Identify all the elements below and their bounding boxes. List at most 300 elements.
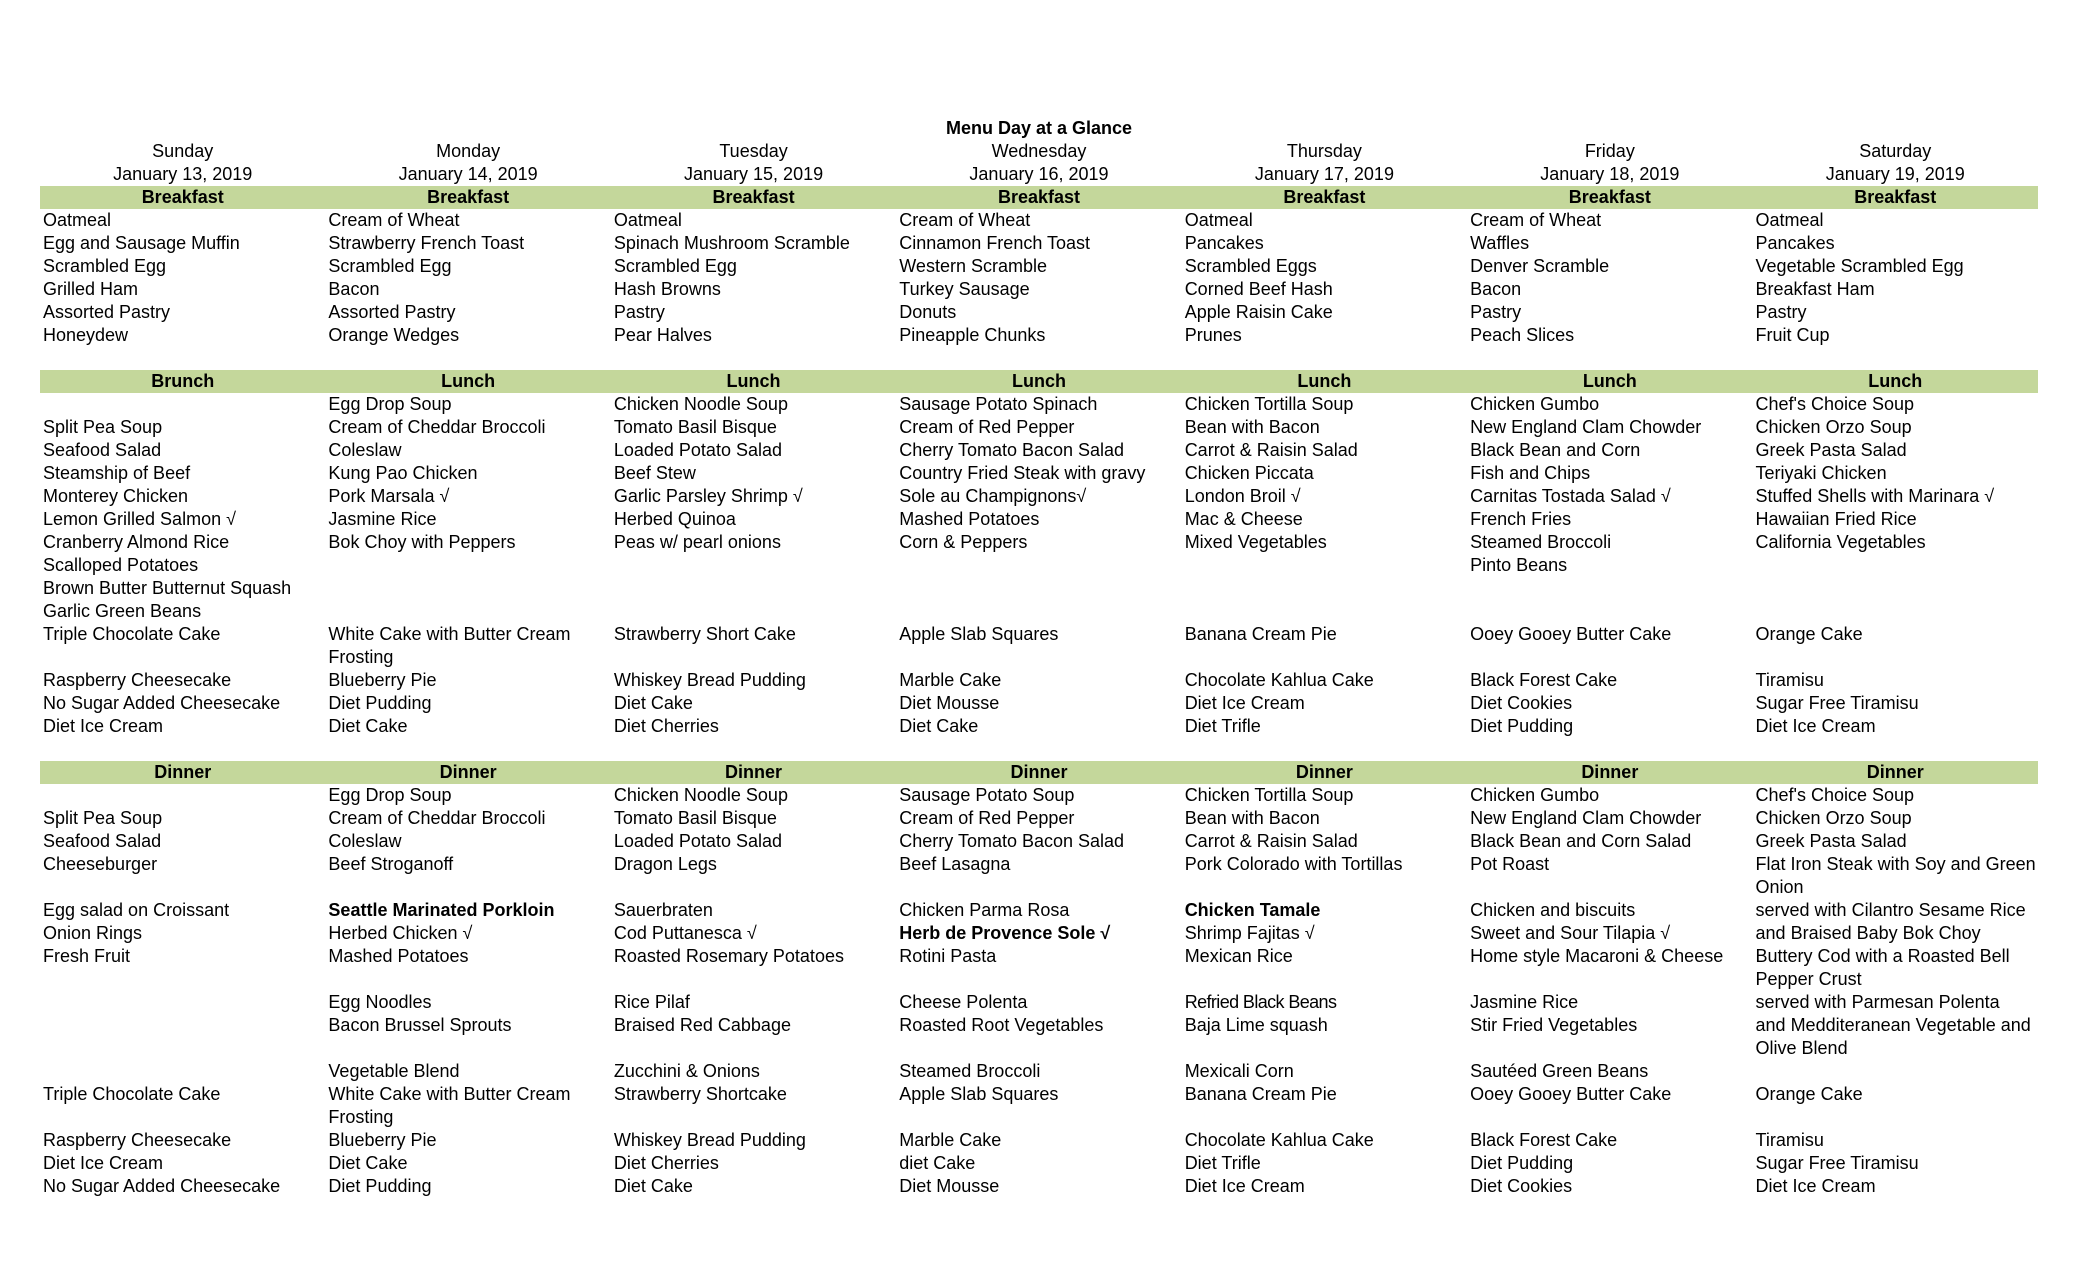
- menu-item: Pinto Beans: [1470, 555, 1568, 575]
- menu-item: Donuts: [899, 302, 957, 322]
- menu-item: Cream of Cheddar Broccoli: [328, 808, 546, 828]
- meal-header: Dinner: [1866, 762, 1924, 782]
- day-date: January 18, 2019: [1540, 164, 1680, 184]
- menu-item: Sauerbraten: [613, 900, 713, 920]
- menu-item: Monterey Chicken: [43, 486, 189, 506]
- meal-header: Lunch: [1868, 371, 1923, 391]
- menu-item: Stuffed Shells with Marinara √: [1755, 486, 1995, 506]
- lunch-row: [40, 393, 2038, 416]
- menu-item: Pineapple Chunks: [899, 325, 1046, 345]
- breakfast-row: [40, 301, 2038, 324]
- menu-item: Chicken Tamale: [1184, 900, 1321, 920]
- menu-item: Diet Cake: [613, 693, 693, 713]
- menu-item: Coleslaw: [328, 831, 402, 851]
- menu-item: Garlic Parsley Shrimp √: [613, 486, 803, 506]
- menu-item: diet Cake: [899, 1153, 976, 1173]
- menu-item: Diet Ice Cream: [43, 716, 164, 736]
- menu-sheet: [40, 117, 2038, 1198]
- menu-item: Diet Ice Cream: [43, 1153, 164, 1173]
- menu-item: Shrimp Fajitas √: [1184, 923, 1315, 943]
- dinner-dessert-row: [40, 1152, 2038, 1175]
- menu-item: Steamed Broccoli: [1470, 532, 1612, 552]
- menu-item: No Sugar Added Cheesecake: [43, 1176, 281, 1196]
- breakfast-row: [40, 255, 2038, 278]
- menu-item: Cream of Cheddar Broccoli: [328, 417, 546, 437]
- menu-item: Split Pea Soup: [43, 417, 163, 437]
- menu-item: Mashed Potatoes: [899, 509, 1040, 529]
- menu-item: [325, 577, 610, 600]
- menu-item: French Fries: [1470, 509, 1572, 529]
- dinner-entree-row: [40, 899, 2038, 922]
- dinner-dessert-row: [40, 1083, 2038, 1129]
- menu-item: Carnitas Tostada Salad √: [1470, 486, 1671, 506]
- date-row: [40, 163, 2038, 186]
- menu-item: Country Fried Steak with gravy: [899, 463, 1146, 483]
- menu-item: Seafood Salad: [43, 440, 162, 460]
- breakfast-row: [40, 324, 2038, 347]
- menu-item: Diet Pudding: [328, 1176, 432, 1196]
- menu-item: Braised Red Cabbage: [613, 1015, 791, 1035]
- menu-item: Triple Chocolate Cake: [43, 1084, 221, 1104]
- menu-item: [1182, 577, 1467, 600]
- day-name: Wednesday: [991, 141, 1087, 161]
- menu-item: Banana Cream Pie: [1184, 1084, 1337, 1104]
- menu-item: [1753, 1060, 2038, 1083]
- menu-item: Orange Cake: [1755, 624, 1863, 644]
- menu-item: [1753, 577, 2038, 600]
- menu-item: Sausage Potato Soup: [899, 785, 1075, 805]
- menu-item: Oatmeal: [1184, 210, 1253, 230]
- menu-item: Cranberry Almond Rice: [43, 532, 230, 552]
- menu-item: Corn & Peppers: [899, 532, 1028, 552]
- day-date: January 15, 2019: [684, 164, 824, 184]
- menu-item: Baja Lime squash: [1184, 1015, 1328, 1035]
- day-name: Thursday: [1286, 141, 1362, 161]
- menu-item: Diet Cherries: [613, 1153, 719, 1173]
- menu-item: Scrambled Egg: [328, 256, 452, 276]
- menu-item: Pork Colorado with Tortillas: [1184, 854, 1403, 874]
- menu-item: Pastry: [1470, 302, 1522, 322]
- meal-header: Dinner: [1295, 762, 1353, 782]
- dinner-side-row: [40, 1014, 2038, 1060]
- menu-item: Scalloped Potatoes: [43, 555, 199, 575]
- menu-item: Peach Slices: [1470, 325, 1575, 345]
- menu-item: Pancakes: [1755, 233, 1835, 253]
- menu-item: Sweet and Sour Tilapia √: [1470, 923, 1671, 943]
- menu-item: [1753, 554, 2038, 577]
- meal-header: Breakfast: [141, 187, 224, 207]
- day-date: January 16, 2019: [969, 164, 1109, 184]
- menu-item: Cream of Wheat: [328, 210, 460, 230]
- menu-item: Banana Cream Pie: [1184, 624, 1337, 644]
- menu-item: [611, 600, 896, 623]
- menu-item: [896, 577, 1181, 600]
- menu-item: Sugar Free Tiramisu: [1755, 693, 1919, 713]
- lunch-row: [40, 577, 2038, 600]
- menu-item: Seafood Salad: [43, 831, 162, 851]
- menu-item: Pastry: [1755, 302, 1807, 322]
- menu-item: Diet Mousse: [899, 1176, 1000, 1196]
- menu-item: Greek Pasta Salad: [1755, 440, 1907, 460]
- menu-item: [611, 577, 896, 600]
- menu-item: Egg and Sausage Muffin: [43, 233, 240, 253]
- menu-item: Diet Ice Cream: [1755, 716, 1876, 736]
- menu-item: Diet Cherries: [613, 716, 719, 736]
- dinner-dessert-row: [40, 1175, 2038, 1198]
- dinner-row: [40, 807, 2038, 830]
- lunch-row: [40, 600, 2038, 623]
- dinner-row: [40, 830, 2038, 853]
- menu-item: Teriyaki Chicken: [1755, 463, 1887, 483]
- menu-item: Scrambled Egg: [613, 256, 737, 276]
- day-name: Saturday: [1859, 141, 1932, 161]
- menu-item: Chicken Gumbo: [1470, 394, 1600, 414]
- menu-item: Pastry: [613, 302, 665, 322]
- menu-item: [611, 554, 896, 577]
- menu-item: Western Scramble: [899, 256, 1047, 276]
- menu-item: Fresh Fruit: [43, 946, 131, 966]
- menu-item: Egg salad on Croissant: [43, 900, 230, 920]
- menu-item: Diet Cookies: [1470, 1176, 1573, 1196]
- menu-item: Chicken Orzo Soup: [1755, 808, 1912, 828]
- menu-item: Mixed Vegetables: [1184, 532, 1327, 552]
- menu-item: [40, 784, 325, 807]
- menu-item: served with Parmesan Polenta: [1755, 992, 2000, 1012]
- menu-item: Fruit Cup: [1755, 325, 1830, 345]
- menu-item: Tiramisu: [1755, 1130, 1824, 1150]
- lunch-row: [40, 531, 2038, 554]
- menu-item: Black Forest Cake: [1470, 1130, 1618, 1150]
- menu-item: Diet Mousse: [899, 693, 1000, 713]
- dinner-entree-row: [40, 853, 2038, 899]
- menu-item: Cheese Polenta: [899, 992, 1028, 1012]
- menu-item: Chicken Tortilla Soup: [1184, 394, 1354, 414]
- breakfast-row: [40, 232, 2038, 255]
- menu-item: Carrot & Raisin Salad: [1184, 440, 1358, 460]
- menu-item: Chef's Choice Soup: [1755, 785, 1915, 805]
- menu-item: Kung Pao Chicken: [328, 463, 478, 483]
- menu-item: Roasted Rosemary Potatoes: [613, 946, 844, 966]
- menu-item: Cream of Wheat: [899, 210, 1031, 230]
- menu-item: Sautéed Green Beans: [1470, 1061, 1649, 1081]
- menu-item: [325, 600, 610, 623]
- meal-header: Dinner: [1581, 762, 1639, 782]
- menu-item: Cinnamon French Toast: [899, 233, 1091, 253]
- menu-item: Bacon: [328, 279, 380, 299]
- menu-item: Cream of Wheat: [1470, 210, 1602, 230]
- menu-item: [40, 1014, 325, 1060]
- menu-item: Strawberry Short Cake: [613, 624, 796, 644]
- menu-item: Jasmine Rice: [1470, 992, 1579, 1012]
- lunch-row: [40, 439, 2038, 462]
- menu-item: Chicken and biscuits: [1470, 900, 1636, 920]
- menu-item: Bean with Bacon: [1184, 808, 1320, 828]
- lunch-dessert-row: [40, 715, 2038, 738]
- meal-header: Dinner: [1010, 762, 1068, 782]
- menu-item: Diet Trifle: [1184, 1153, 1261, 1173]
- menu-item: Grilled Ham: [43, 279, 139, 299]
- meal-header: Lunch: [1297, 371, 1352, 391]
- menu-item: Diet Cake: [899, 716, 979, 736]
- menu-item: [1182, 554, 1467, 577]
- menu-item: Raspberry Cheesecake: [43, 1130, 232, 1150]
- menu-item: Garlic Green Beans: [43, 601, 202, 621]
- menu-item: Honeydew: [43, 325, 129, 345]
- menu-item: Assorted Pastry: [328, 302, 456, 322]
- lunch-row: [40, 508, 2038, 531]
- dinner-row: [40, 784, 2038, 807]
- menu-item: Diet Cake: [328, 716, 408, 736]
- menu-item: [1467, 577, 1752, 600]
- menu-item: Ooey Gooey Butter Cake: [1470, 1084, 1672, 1104]
- menu-item: Pot Roast: [1470, 854, 1550, 874]
- menu-item: Carrot & Raisin Salad: [1184, 831, 1358, 851]
- menu-item: Oatmeal: [1755, 210, 1824, 230]
- menu-item: Spinach Mushroom Scramble: [613, 233, 850, 253]
- menu-item: Black Forest Cake: [1470, 670, 1618, 690]
- menu-item: Tomato Basil Bisque: [613, 417, 777, 437]
- menu-item: Black Bean and Corn Salad: [1470, 831, 1692, 851]
- day-header-row: [40, 140, 2038, 163]
- menu-item: [1467, 600, 1752, 623]
- menu-item: Chocolate Kahlua Cake: [1184, 1130, 1374, 1150]
- menu-item: Diet Cake: [613, 1176, 693, 1196]
- menu-item: [1182, 600, 1467, 623]
- menu-item: Whiskey Bread Pudding: [613, 1130, 806, 1150]
- menu-item: Diet Trifle: [1184, 716, 1261, 736]
- menu-item: New England Clam Chowder: [1470, 808, 1702, 828]
- menu-item: Cheeseburger: [43, 854, 158, 874]
- menu-item: Diet Ice Cream: [1184, 1176, 1305, 1196]
- menu-item: Mac & Cheese: [1184, 509, 1303, 529]
- menu-item: Vegetable Scrambled Egg: [1755, 256, 1964, 276]
- menu-item: Brown Butter Butternut Squash: [43, 578, 292, 598]
- menu-item: Strawberry Shortcake: [613, 1084, 787, 1104]
- lunch-band: [40, 370, 2038, 393]
- menu-item: [40, 393, 325, 416]
- menu-item: Turkey Sausage: [899, 279, 1030, 299]
- menu-item: Sugar Free Tiramisu: [1755, 1153, 1919, 1173]
- menu-item: Oatmeal: [613, 210, 682, 230]
- dinner-band: [40, 761, 2038, 784]
- menu-item: and Medditeranean Vegetable and Olive Blend: [1755, 1015, 2031, 1058]
- meal-header: Dinner: [725, 762, 783, 782]
- meal-header: Lunch: [1582, 371, 1637, 391]
- menu-item: Flat Iron Steak with Soy and Green Onion: [1755, 854, 2036, 897]
- dinner-side-row: [40, 991, 2038, 1014]
- menu-item: Buttery Cod with a Roasted Bell Pepper Crust: [1755, 946, 2010, 989]
- meal-header: Breakfast: [1854, 187, 1937, 207]
- menu-item: Vegetable Blend: [328, 1061, 460, 1081]
- day-name: Friday: [1584, 141, 1635, 161]
- meal-header: Lunch: [726, 371, 781, 391]
- day-name: Tuesday: [719, 141, 788, 161]
- menu-item: [325, 554, 610, 577]
- menu-item: Sausage Potato Spinach: [899, 394, 1098, 414]
- menu-item: Raspberry Cheesecake: [43, 670, 232, 690]
- menu-item: Lemon Grilled Salmon √: [43, 509, 236, 529]
- menu-item: [40, 1060, 325, 1083]
- dinner-entree-row: [40, 922, 2038, 945]
- menu-item: Assorted Pastry: [43, 302, 171, 322]
- menu-item: Home style Macaroni & Cheese: [1470, 946, 1724, 966]
- menu-item: Beef Stroganoff: [328, 854, 454, 874]
- menu-item: Chicken Noodle Soup: [613, 394, 788, 414]
- menu-item: Corned Beef Hash: [1184, 279, 1333, 299]
- menu-item: Bean with Bacon: [1184, 417, 1320, 437]
- day-name: Sunday: [152, 141, 214, 161]
- menu-item: Cherry Tomato Bacon Salad: [899, 440, 1125, 460]
- menu-item: Dragon Legs: [613, 854, 717, 874]
- menu-item: Steamship of Beef: [43, 463, 191, 483]
- menu-item: Chicken Parma Rosa: [899, 900, 1070, 920]
- meal-header: Lunch: [1011, 371, 1066, 391]
- menu-item: Rice Pilaf: [613, 992, 690, 1012]
- menu-item: Marble Cake: [899, 1130, 1002, 1150]
- lunch-row: [40, 485, 2038, 508]
- menu-item: Pancakes: [1184, 233, 1264, 253]
- dinner-side-row: [40, 945, 2038, 991]
- menu-item: Chicken Noodle Soup: [613, 785, 788, 805]
- menu-item: [40, 991, 325, 1014]
- menu-item: Diet Pudding: [328, 693, 432, 713]
- menu-item: Sole au Champignons√: [899, 486, 1087, 506]
- menu-item: Coleslaw: [328, 440, 402, 460]
- menu-item: Seattle Marinated Porkloin: [328, 900, 555, 920]
- menu-item: Cod Puttanesca √: [613, 923, 757, 943]
- breakfast-band: [40, 186, 2038, 209]
- menu-item: Hash Browns: [613, 279, 721, 299]
- menu-item: Chocolate Kahlua Cake: [1184, 670, 1374, 690]
- menu-item: and Braised Baby Bok Choy: [1755, 923, 1981, 943]
- menu-item: Diet Pudding: [1470, 1153, 1574, 1173]
- menu-item: Peas w/ pearl onions: [613, 532, 781, 552]
- menu-item: [896, 600, 1181, 623]
- menu-item: Diet Pudding: [1470, 716, 1574, 736]
- menu-item: Black Bean and Corn: [1470, 440, 1641, 460]
- menu-item: [896, 554, 1181, 577]
- menu-item: Egg Noodles: [328, 992, 432, 1012]
- menu-item: Refried Black Beans: [1184, 992, 1337, 1012]
- menu-item: Orange Wedges: [328, 325, 460, 345]
- menu-item: Apple Slab Squares: [899, 624, 1059, 644]
- menu-item: Herb de Provence Sole √: [899, 923, 1111, 943]
- menu-item: Chicken Tortilla Soup: [1184, 785, 1354, 805]
- menu-item: Diet Ice Cream: [1184, 693, 1305, 713]
- lunch-row: [40, 462, 2038, 485]
- menu-item: Tiramisu: [1755, 670, 1824, 690]
- menu-item: Apple Raisin Cake: [1184, 302, 1333, 322]
- section-spacer: [40, 347, 2038, 370]
- menu-item: [1753, 600, 2038, 623]
- menu-item: Cream of Red Pepper: [899, 808, 1075, 828]
- menu-item: Prunes: [1184, 325, 1242, 345]
- meal-header: Lunch: [441, 371, 496, 391]
- menu-item: Strawberry French Toast: [328, 233, 525, 253]
- menu-item: Blueberry Pie: [328, 670, 437, 690]
- menu-item: Greek Pasta Salad: [1755, 831, 1907, 851]
- menu-item: Egg Drop Soup: [328, 394, 452, 414]
- menu-item: New England Clam Chowder: [1470, 417, 1702, 437]
- meal-header: Dinner: [439, 762, 497, 782]
- breakfast-row: [40, 278, 2038, 301]
- menu-item: Orange Cake: [1755, 1084, 1863, 1104]
- menu-item: No Sugar Added Cheesecake: [43, 693, 281, 713]
- menu-item: Blueberry Pie: [328, 1130, 437, 1150]
- day-date: January 13, 2019: [113, 164, 253, 184]
- menu-item: Whiskey Bread Pudding: [613, 670, 806, 690]
- meal-header: Breakfast: [1283, 187, 1366, 207]
- menu-item: Beef Stew: [613, 463, 696, 483]
- menu-item: Cream of Red Pepper: [899, 417, 1075, 437]
- menu-item: Triple Chocolate Cake: [43, 624, 221, 644]
- menu-item: Loaded Potato Salad: [613, 831, 782, 851]
- menu-item: Split Pea Soup: [43, 808, 163, 828]
- menu-item: Steamed Broccoli: [899, 1061, 1041, 1081]
- menu-item: White Cake with Butter Cream Frosting: [328, 624, 571, 667]
- day-date: January 19, 2019: [1825, 164, 1965, 184]
- menu-item: Mashed Potatoes: [328, 946, 469, 966]
- menu-item: Stir Fried Vegetables: [1470, 1015, 1638, 1035]
- menu-item: Onion Rings: [43, 923, 143, 943]
- lunch-dessert-row: [40, 623, 2038, 669]
- menu-item: Chicken Gumbo: [1470, 785, 1600, 805]
- menu-item: Fish and Chips: [1470, 463, 1591, 483]
- menu-item: Bok Choy with Peppers: [328, 532, 516, 552]
- menu-item: Tomato Basil Bisque: [613, 808, 777, 828]
- menu-item: Mexicali Corn: [1184, 1061, 1294, 1081]
- menu-item: Diet Cake: [328, 1153, 408, 1173]
- meal-header: Brunch: [151, 371, 215, 391]
- menu-item: Chicken Piccata: [1184, 463, 1314, 483]
- menu-item: White Cake with Butter Cream Frosting: [328, 1084, 571, 1127]
- menu-item: Zucchini & Onions: [613, 1061, 760, 1081]
- lunch-dessert-row: [40, 692, 2038, 715]
- day-date: January 14, 2019: [398, 164, 538, 184]
- menu-item: Scrambled Egg: [43, 256, 167, 276]
- menu-item: Herbed Chicken √: [328, 923, 473, 943]
- meal-header: Dinner: [154, 762, 212, 782]
- menu-item: Herbed Quinoa: [613, 509, 736, 529]
- menu-item: Jasmine Rice: [328, 509, 437, 529]
- menu-item: Breakfast Ham: [1755, 279, 1875, 299]
- meal-header: Breakfast: [712, 187, 795, 207]
- menu-item: Chicken Orzo Soup: [1755, 417, 1912, 437]
- menu-item: Chef's Choice Soup: [1755, 394, 1915, 414]
- breakfast-row: [40, 209, 2038, 232]
- menu-item: Denver Scramble: [1470, 256, 1610, 276]
- menu-item: Rotini Pasta: [899, 946, 997, 966]
- menu-item: Bacon Brussel Sprouts: [328, 1015, 512, 1035]
- menu-item: Beef Lasagna: [899, 854, 1011, 874]
- menu-item: Diet Ice Cream: [1755, 1176, 1876, 1196]
- menu-item: Bacon: [1470, 279, 1522, 299]
- menu-item: Waffles: [1470, 233, 1530, 253]
- menu-item: London Broil √: [1184, 486, 1301, 506]
- meal-header: Breakfast: [1568, 187, 1651, 207]
- menu-item: Egg Drop Soup: [328, 785, 452, 805]
- menu-item: Scrambled Eggs: [1184, 256, 1317, 276]
- meal-header: Breakfast: [997, 187, 1080, 207]
- menu-item: Loaded Potato Salad: [613, 440, 782, 460]
- day-name: Monday: [436, 141, 501, 161]
- page-title: Menu Day at a Glance: [945, 118, 1133, 138]
- dinner-dessert-row: [40, 1129, 2038, 1152]
- menu-item: Pear Halves: [613, 325, 712, 345]
- menu-item: Marble Cake: [899, 670, 1002, 690]
- menu-item: served with Cilantro Sesame Rice: [1755, 900, 2026, 920]
- menu-item: California Vegetables: [1755, 532, 1926, 552]
